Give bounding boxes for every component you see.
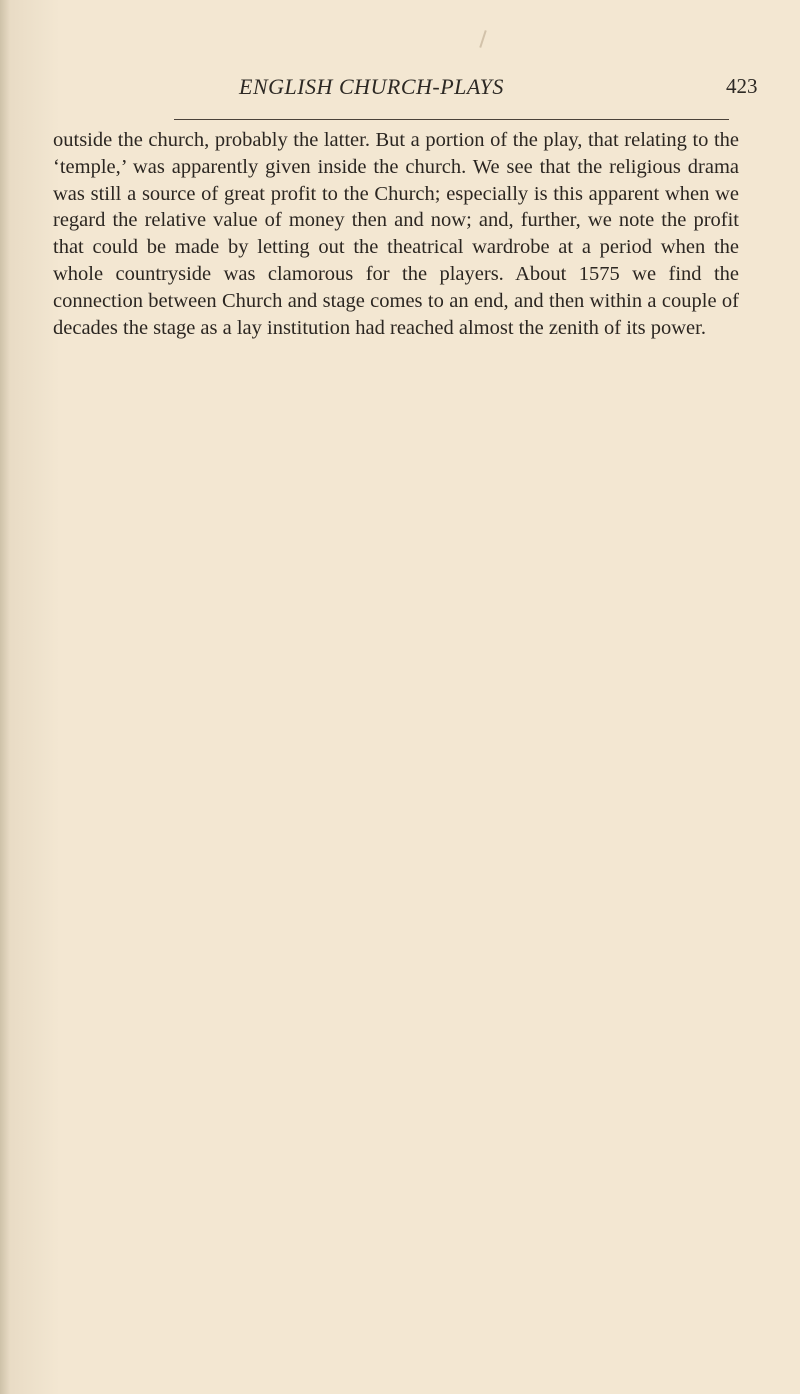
header-rule (174, 119, 729, 120)
binding-shadow (0, 0, 10, 1394)
running-title: ENGLISH CHURCH-PLAYS (239, 74, 504, 99)
page-number: 423 (726, 74, 758, 98)
running-head (0, 72, 800, 102)
stray-mark (479, 30, 486, 48)
body-paragraph: outside the church, probably the latter. But a portion of the play, that relating to the ‘temple,’ was apparently given inside the church. We see that the religious drama was still a source of great profit to the Church; especially is this apparent when we regard the relative value of money then and now; and, further, we note the profit that could be made by letting out the theatrical wardrobe at a period when the whole countryside was clamorous for the players. About 1575 we find the connection between Church and stage comes to an end, and then within a couple of decades the stage as a lay institution had reached almost the zenith of its power. (53, 129, 739, 339)
